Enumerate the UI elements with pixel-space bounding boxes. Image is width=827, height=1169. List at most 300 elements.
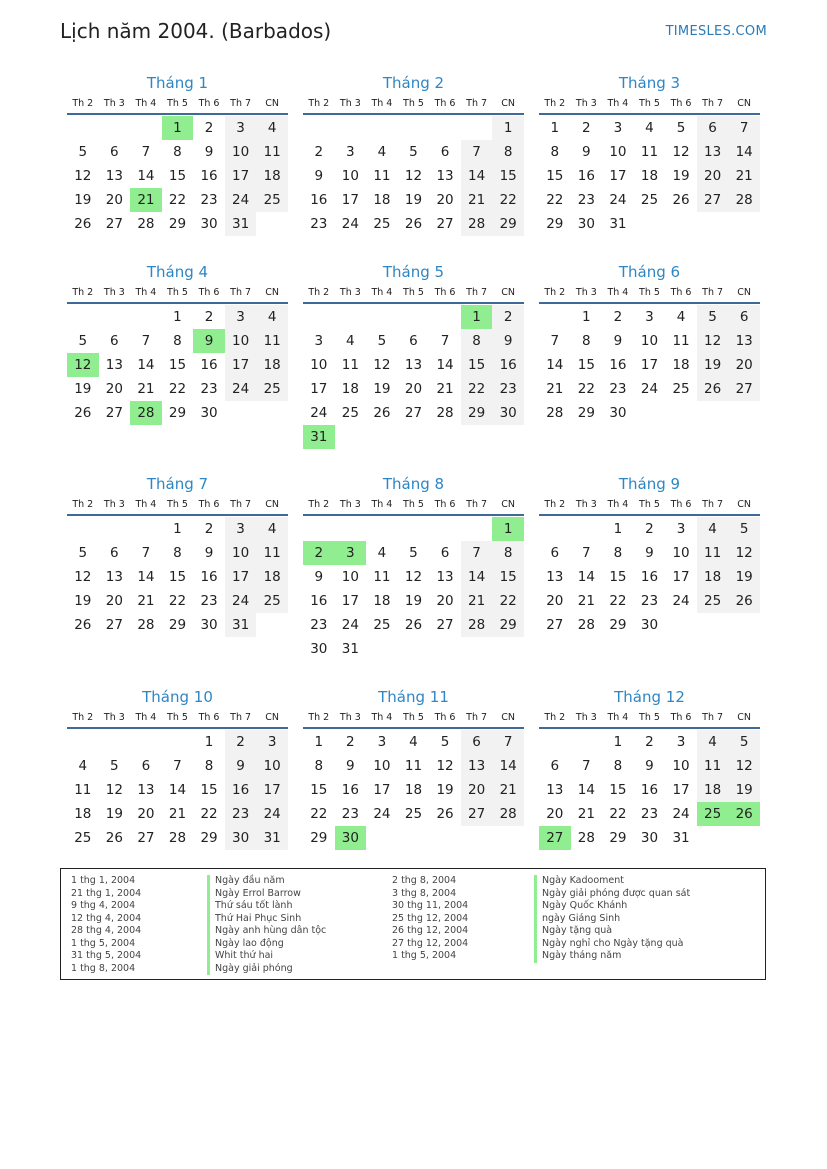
empty-cell bbox=[67, 116, 99, 140]
empty-cell bbox=[130, 116, 162, 140]
day-cell: 6 bbox=[110, 333, 119, 349]
day-cell: 18 bbox=[404, 782, 423, 798]
day-cell: 5 bbox=[78, 545, 88, 561]
weekday-label: Th 7 bbox=[702, 499, 724, 510]
weekday-label: Th 2 bbox=[308, 287, 330, 298]
day-cell: 29 bbox=[461, 401, 493, 425]
day-cell: 14 bbox=[461, 565, 493, 589]
day-cell: 1 bbox=[550, 120, 560, 136]
month-title: Tháng 4 bbox=[146, 263, 209, 281]
holiday-day-cell: 26 bbox=[728, 802, 760, 826]
day-cell: 27 bbox=[105, 216, 123, 232]
day-cell: 6 bbox=[141, 758, 151, 774]
holiday-day-cell: 25 bbox=[697, 802, 729, 826]
weekday-label: Th 6 bbox=[198, 287, 220, 298]
day-cell: 27 bbox=[436, 216, 454, 232]
legend-entry: 27 thg 12, 2004 bbox=[392, 937, 469, 949]
day-cell: 25 bbox=[404, 806, 423, 822]
day-cell: 12 bbox=[672, 144, 690, 160]
day-cell: 30 bbox=[640, 617, 659, 633]
day-cell: 11 bbox=[373, 569, 391, 585]
day-cell: 16 bbox=[225, 778, 257, 802]
weekday-header bbox=[539, 710, 760, 729]
day-cell: 15 bbox=[461, 353, 493, 377]
day-cell: 22 bbox=[168, 192, 187, 208]
day-cell: 25 bbox=[256, 589, 288, 613]
day-cell: 22 bbox=[546, 192, 564, 208]
empty-cell bbox=[303, 517, 335, 541]
day-cell: 20 bbox=[728, 353, 760, 377]
weekday-label: Th 6 bbox=[434, 499, 456, 510]
day-cell: 4 bbox=[377, 144, 387, 160]
day-cell: 24 bbox=[225, 589, 257, 613]
day-cell: 23 bbox=[577, 192, 595, 208]
day-cell: 19 bbox=[404, 593, 423, 609]
day-cell: 17 bbox=[341, 593, 359, 609]
weekday-label: Th 4 bbox=[607, 499, 629, 510]
weekday-label: Th 3 bbox=[339, 499, 361, 510]
day-cell: 29 bbox=[492, 613, 524, 637]
day-cell: 20 bbox=[697, 164, 729, 188]
day-cell: 31 bbox=[256, 826, 288, 850]
weekday-label: Th 7 bbox=[466, 712, 488, 723]
day-cell: 2 bbox=[204, 521, 214, 537]
day-cell: 10 bbox=[373, 758, 391, 774]
weekday-label: Th 3 bbox=[339, 287, 361, 298]
legend-entry: Whit thứ hai bbox=[207, 950, 326, 963]
day-cell: 17 bbox=[341, 192, 359, 208]
day-cell: 29 bbox=[546, 216, 564, 232]
month-title: Tháng 8 bbox=[382, 475, 445, 493]
day-cell: 14 bbox=[168, 782, 187, 798]
day-cell: 8 bbox=[550, 144, 560, 160]
holiday-day-cell: 27 bbox=[539, 826, 571, 850]
day-cell: 29 bbox=[492, 212, 524, 236]
day-cell: 13 bbox=[105, 357, 123, 373]
day-cell: 7 bbox=[728, 116, 760, 140]
weekday-label: Th 4 bbox=[607, 712, 629, 723]
day-cell: 19 bbox=[373, 381, 391, 397]
weekday-label: Th 4 bbox=[371, 287, 393, 298]
weekday-label: CN bbox=[737, 712, 752, 723]
empty-cell bbox=[429, 517, 461, 541]
day-cell: 17 bbox=[225, 164, 257, 188]
day-cell: 3 bbox=[676, 521, 686, 537]
weekday-label: Th 5 bbox=[403, 98, 424, 109]
day-grid bbox=[67, 116, 288, 236]
legend-entry: 21 thg 1, 2004 bbox=[71, 887, 142, 899]
month-10 bbox=[67, 686, 288, 850]
empty-cell bbox=[335, 517, 367, 541]
day-cell: 10 bbox=[341, 168, 359, 184]
day-cell: 21 bbox=[577, 806, 595, 822]
day-cell: 31 bbox=[225, 212, 257, 236]
day-cell: 11 bbox=[256, 140, 288, 164]
day-cell: 25 bbox=[341, 405, 359, 421]
month-2 bbox=[303, 72, 524, 236]
day-grid bbox=[67, 305, 288, 425]
month-9 bbox=[539, 473, 760, 637]
legend-entry: 30 thg 11, 2004 bbox=[392, 900, 469, 911]
legend-entry: Ngày giải phóng bbox=[207, 963, 326, 976]
day-cell: 5 bbox=[697, 305, 729, 329]
day-cell: 2 bbox=[492, 305, 524, 329]
day-cell: 29 bbox=[310, 830, 328, 846]
day-cell: 25 bbox=[640, 192, 659, 208]
day-cell: 24 bbox=[672, 593, 690, 609]
month-11 bbox=[303, 686, 524, 850]
legend-entry: Ngày lao động bbox=[207, 938, 326, 951]
day-cell: 11 bbox=[256, 329, 288, 353]
legend-entry: 12 thg 4, 2004 bbox=[71, 912, 142, 924]
day-grid bbox=[303, 116, 524, 236]
day-cell: 26 bbox=[74, 405, 92, 421]
day-cell: 13 bbox=[461, 754, 493, 778]
day-cell: 16 bbox=[200, 569, 218, 585]
month-7 bbox=[67, 473, 288, 637]
day-cell: 18 bbox=[341, 381, 359, 397]
day-cell: 23 bbox=[341, 806, 359, 822]
day-cell: 12 bbox=[105, 782, 123, 798]
holiday-day-cell: 1 bbox=[461, 305, 493, 329]
day-cell: 14 bbox=[577, 569, 595, 585]
weekday-header bbox=[539, 497, 760, 516]
day-cell: 6 bbox=[697, 116, 729, 140]
day-cell: 1 bbox=[613, 521, 623, 537]
day-cell: 24 bbox=[225, 377, 257, 401]
weekday-label: CN bbox=[501, 287, 516, 298]
weekday-header bbox=[67, 710, 288, 729]
day-cell: 26 bbox=[105, 830, 123, 846]
day-cell: 22 bbox=[492, 188, 524, 212]
weekday-label: Th 7 bbox=[466, 287, 488, 298]
day-cell: 22 bbox=[168, 593, 187, 609]
month-title: Tháng 5 bbox=[382, 263, 445, 281]
day-cell: 19 bbox=[672, 168, 690, 184]
day-cell: 27 bbox=[461, 802, 493, 826]
day-cell: 1 bbox=[613, 734, 623, 750]
day-cell: 11 bbox=[404, 758, 423, 774]
day-cell: 23 bbox=[492, 377, 524, 401]
day-grid bbox=[539, 517, 760, 637]
day-cell: 22 bbox=[609, 593, 627, 609]
weekday-label: Th 2 bbox=[544, 712, 566, 723]
day-cell: 9 bbox=[314, 168, 324, 184]
day-cell: 18 bbox=[256, 164, 288, 188]
day-cell: 27 bbox=[436, 617, 454, 633]
weekday-label: Th 5 bbox=[167, 712, 188, 723]
legend-entry: 1 thg 5, 2004 bbox=[71, 937, 136, 949]
day-cell: 29 bbox=[609, 830, 627, 846]
day-cell: 25 bbox=[697, 589, 729, 613]
day-grid bbox=[67, 517, 288, 637]
day-cell: 18 bbox=[373, 593, 391, 609]
weekday-label: Th 3 bbox=[575, 712, 597, 723]
weekday-label: Th 6 bbox=[198, 98, 220, 109]
day-cell: 8 bbox=[204, 758, 214, 774]
day-cell: 16 bbox=[200, 168, 218, 184]
day-cell: 3 bbox=[346, 144, 355, 160]
day-cell: 14 bbox=[728, 140, 760, 164]
day-cell: 24 bbox=[373, 806, 391, 822]
weekday-label: Th 3 bbox=[575, 287, 597, 298]
day-cell: 21 bbox=[546, 381, 564, 397]
day-cell: 16 bbox=[640, 782, 659, 798]
day-cell: 2 bbox=[204, 309, 214, 325]
day-cell: 9 bbox=[613, 333, 623, 349]
day-cell: 8 bbox=[173, 333, 182, 349]
day-cell: 18 bbox=[697, 778, 729, 802]
day-cell: 16 bbox=[341, 782, 359, 798]
day-cell: 3 bbox=[613, 120, 623, 136]
weekday-label: Th 7 bbox=[466, 98, 488, 109]
weekday-label: Th 5 bbox=[403, 499, 424, 510]
weekday-label: Th 3 bbox=[103, 98, 125, 109]
day-cell: 23 bbox=[225, 802, 257, 826]
day-cell: 22 bbox=[609, 806, 627, 822]
weekday-label: CN bbox=[265, 499, 280, 510]
day-cell: 6 bbox=[461, 730, 493, 754]
day-cell: 2 bbox=[613, 309, 623, 325]
holiday-day-cell: 1 bbox=[162, 116, 194, 140]
weekday-label: Th 5 bbox=[639, 499, 660, 510]
day-cell: 11 bbox=[640, 144, 659, 160]
day-cell: 16 bbox=[310, 593, 328, 609]
day-cell: 8 bbox=[314, 758, 324, 774]
day-cell: 5 bbox=[78, 144, 88, 160]
day-cell: 24 bbox=[256, 802, 288, 826]
weekday-label: Th 6 bbox=[198, 712, 220, 723]
day-cell: 13 bbox=[546, 569, 564, 585]
empty-cell bbox=[398, 305, 430, 329]
weekday-label: CN bbox=[265, 98, 280, 109]
weekday-label: Th 4 bbox=[135, 712, 157, 723]
day-cell: 17 bbox=[640, 357, 659, 373]
weekday-label: Th 3 bbox=[103, 499, 125, 510]
weekday-label: Th 6 bbox=[670, 712, 692, 723]
site-link[interactable]: TIMESLES.COM bbox=[665, 24, 767, 39]
day-cell: 21 bbox=[137, 381, 155, 397]
day-cell: 31 bbox=[225, 613, 257, 637]
day-cell: 4 bbox=[78, 758, 88, 774]
day-cell: 7 bbox=[550, 333, 560, 349]
day-cell: 13 bbox=[546, 782, 564, 798]
weekday-label: Th 5 bbox=[639, 712, 660, 723]
empty-cell bbox=[67, 730, 99, 754]
day-cell: 16 bbox=[200, 357, 218, 373]
empty-cell bbox=[130, 305, 162, 329]
day-cell: 28 bbox=[137, 617, 155, 633]
weekday-label: Th 6 bbox=[434, 98, 456, 109]
day-cell: 3 bbox=[676, 734, 686, 750]
day-cell: 31 bbox=[672, 830, 690, 846]
day-cell: 5 bbox=[728, 730, 760, 754]
empty-cell bbox=[398, 517, 430, 541]
weekday-label: CN bbox=[501, 499, 516, 510]
day-cell: 19 bbox=[404, 192, 423, 208]
empty-cell bbox=[539, 730, 571, 754]
day-cell: 5 bbox=[676, 120, 686, 136]
weekday-label: Th 4 bbox=[135, 499, 157, 510]
weekday-label: Th 2 bbox=[544, 98, 566, 109]
day-cell: 10 bbox=[225, 541, 257, 565]
day-cell: 24 bbox=[310, 405, 328, 421]
day-cell: 26 bbox=[74, 617, 92, 633]
day-cell: 10 bbox=[672, 545, 690, 561]
day-cell: 20 bbox=[105, 593, 123, 609]
day-cell: 17 bbox=[310, 381, 328, 397]
day-cell: 18 bbox=[373, 192, 391, 208]
empty-cell bbox=[366, 116, 398, 140]
day-cell: 9 bbox=[314, 569, 324, 585]
empty-cell bbox=[539, 517, 571, 541]
day-cell: 1 bbox=[492, 116, 524, 140]
day-cell: 27 bbox=[404, 405, 423, 421]
legend-names-col-1 bbox=[207, 875, 326, 975]
empty-cell bbox=[130, 517, 162, 541]
holiday-day-cell: 2 bbox=[303, 541, 335, 565]
day-cell: 19 bbox=[74, 381, 92, 397]
day-cell: 9 bbox=[492, 329, 524, 353]
day-cell: 12 bbox=[697, 329, 729, 353]
weekday-label: Th 3 bbox=[339, 98, 361, 109]
day-grid bbox=[539, 116, 760, 236]
day-cell: 3 bbox=[225, 305, 257, 329]
day-cell: 10 bbox=[609, 144, 627, 160]
legend-entry: 1 thg 5, 2004 bbox=[392, 950, 457, 961]
day-cell: 26 bbox=[373, 405, 391, 421]
day-cell: 29 bbox=[168, 617, 187, 633]
day-cell: 17 bbox=[256, 778, 288, 802]
day-cell: 22 bbox=[168, 381, 187, 397]
day-cell: 19 bbox=[436, 782, 454, 798]
day-cell: 2 bbox=[346, 734, 355, 750]
day-cell: 18 bbox=[256, 353, 288, 377]
day-cell: 15 bbox=[492, 164, 524, 188]
weekday-label: CN bbox=[265, 287, 280, 298]
day-cell: 13 bbox=[697, 140, 729, 164]
day-cell: 25 bbox=[373, 617, 391, 633]
day-cell: 10 bbox=[640, 333, 659, 349]
holiday-day-cell: 28 bbox=[130, 401, 162, 425]
day-cell: 11 bbox=[74, 782, 92, 798]
weekday-label: Th 4 bbox=[607, 98, 629, 109]
day-cell: 23 bbox=[200, 381, 218, 397]
day-cell: 20 bbox=[461, 778, 493, 802]
day-cell: 11 bbox=[256, 541, 288, 565]
empty-cell bbox=[99, 730, 131, 754]
empty-cell bbox=[571, 517, 603, 541]
month-title: Tháng 2 bbox=[382, 74, 445, 92]
day-cell: 23 bbox=[640, 593, 659, 609]
day-cell: 9 bbox=[645, 545, 654, 561]
weekday-label: Th 4 bbox=[371, 499, 393, 510]
empty-cell bbox=[461, 517, 493, 541]
day-cell: 11 bbox=[373, 168, 391, 184]
day-cell: 4 bbox=[256, 305, 288, 329]
weekday-header bbox=[67, 497, 288, 516]
weekday-label: Th 6 bbox=[670, 287, 692, 298]
day-cell: 30 bbox=[200, 617, 218, 633]
day-cell: 21 bbox=[492, 778, 524, 802]
month-title: Tháng 12 bbox=[614, 688, 685, 706]
day-cell: 14 bbox=[137, 168, 155, 184]
month-title: Tháng 3 bbox=[618, 74, 681, 92]
day-cell: 27 bbox=[697, 188, 729, 212]
weekday-label: CN bbox=[737, 98, 752, 109]
day-cell: 21 bbox=[577, 593, 595, 609]
day-cell: 16 bbox=[577, 168, 595, 184]
weekday-label: Th 7 bbox=[230, 712, 252, 723]
day-cell: 15 bbox=[168, 569, 187, 585]
day-cell: 9 bbox=[204, 545, 214, 561]
day-cell: 29 bbox=[200, 830, 218, 846]
day-cell: 24 bbox=[225, 188, 257, 212]
day-cell: 23 bbox=[310, 216, 328, 232]
day-cell: 23 bbox=[200, 593, 218, 609]
weekday-label: Th 4 bbox=[135, 98, 157, 109]
day-cell: 13 bbox=[436, 168, 454, 184]
day-cell: 25 bbox=[256, 188, 288, 212]
day-cell: 12 bbox=[436, 758, 454, 774]
day-cell: 23 bbox=[609, 381, 627, 397]
day-cell: 5 bbox=[78, 333, 88, 349]
day-cell: 29 bbox=[168, 216, 187, 232]
day-cell: 2 bbox=[582, 120, 591, 136]
day-cell: 18 bbox=[640, 168, 659, 184]
day-cell: 15 bbox=[168, 168, 187, 184]
weekday-header bbox=[539, 285, 760, 304]
day-cell: 22 bbox=[577, 381, 595, 397]
day-cell: 22 bbox=[310, 806, 328, 822]
day-cell: 5 bbox=[728, 517, 760, 541]
day-cell: 13 bbox=[728, 329, 760, 353]
day-cell: 24 bbox=[341, 216, 359, 232]
day-cell: 12 bbox=[728, 754, 760, 778]
day-cell: 30 bbox=[200, 405, 218, 421]
day-cell: 2 bbox=[645, 521, 654, 537]
day-cell: 21 bbox=[461, 188, 493, 212]
day-cell: 6 bbox=[440, 144, 450, 160]
day-cell: 4 bbox=[676, 309, 686, 325]
weekday-header bbox=[303, 710, 524, 729]
empty-cell bbox=[429, 305, 461, 329]
day-cell: 30 bbox=[609, 405, 627, 421]
day-cell: 2 bbox=[225, 730, 257, 754]
empty-cell bbox=[99, 517, 131, 541]
day-cell: 8 bbox=[461, 329, 493, 353]
day-cell: 4 bbox=[346, 333, 355, 349]
day-cell: 4 bbox=[377, 545, 387, 561]
month-1 bbox=[67, 72, 288, 236]
day-cell: 1 bbox=[314, 734, 324, 750]
day-cell: 6 bbox=[550, 545, 560, 561]
day-cell: 22 bbox=[200, 806, 218, 822]
day-cell: 10 bbox=[672, 758, 690, 774]
day-cell: 26 bbox=[697, 377, 729, 401]
day-cell: 30 bbox=[492, 401, 524, 425]
day-cell: 3 bbox=[225, 116, 257, 140]
holiday-legend bbox=[60, 868, 766, 980]
day-cell: 13 bbox=[105, 168, 123, 184]
empty-cell bbox=[366, 305, 398, 329]
day-cell: 1 bbox=[173, 309, 182, 325]
weekday-label: Th 2 bbox=[72, 712, 94, 723]
weekday-label: Th 2 bbox=[72, 499, 94, 510]
weekday-label: Th 4 bbox=[607, 287, 629, 298]
legend-entry: Ngày Kadooment bbox=[534, 875, 690, 888]
day-cell: 31 bbox=[341, 641, 359, 657]
